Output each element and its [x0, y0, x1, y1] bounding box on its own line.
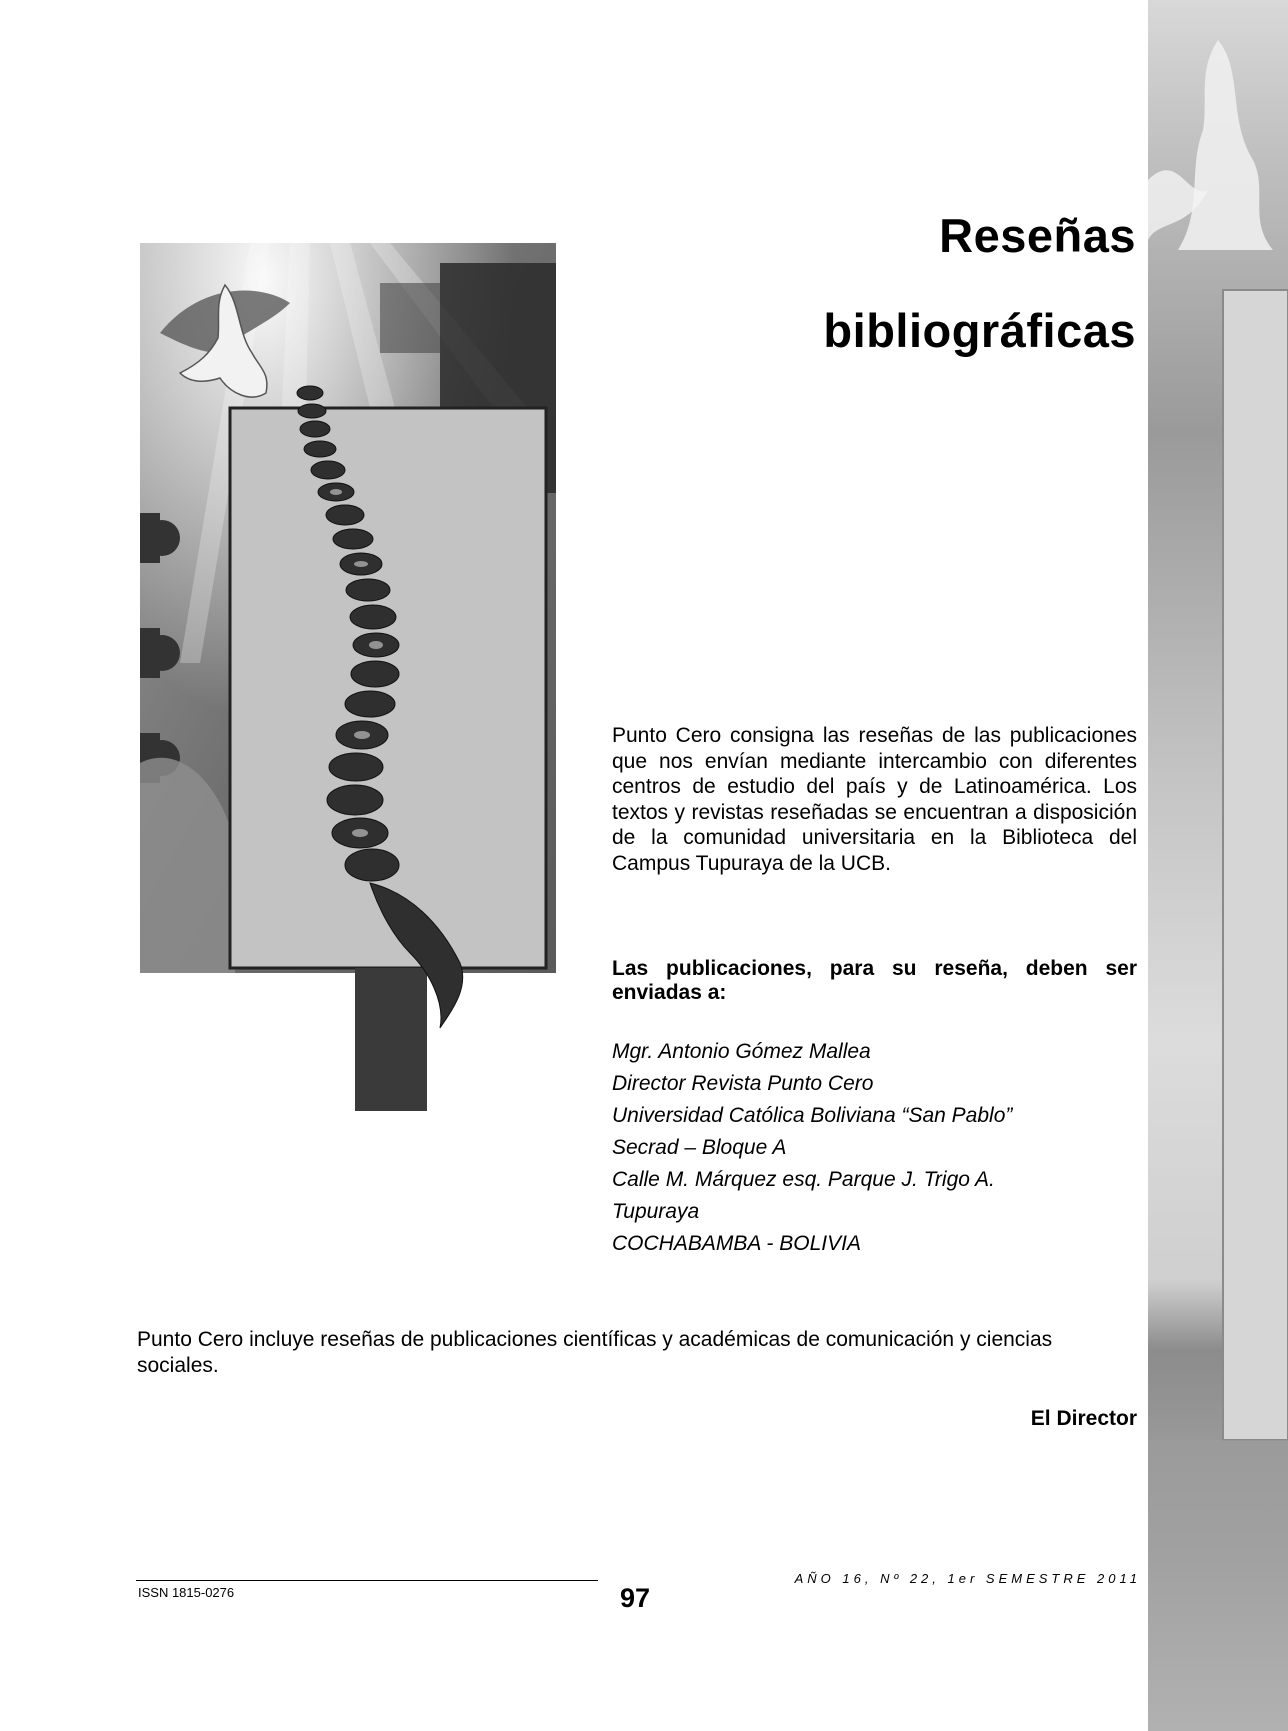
- decorative-side-strip: [1148, 0, 1288, 1731]
- footer-divider: [136, 1580, 598, 1581]
- intro-paragraph: Punto Cero consigna las reseñas de las publicaciones que nos envían mediante intercambio con diferentes centros de estudio del país y de Latinoamérica. Los textos y revistas reseñadas se encuentran a disposición de la comunidad universitaria en la Biblioteca del Campus Tupuraya de la UCB.: [612, 724, 1137, 875]
- address-line: Tupuraya: [612, 1200, 700, 1223]
- address-line: COCHABAMBA - BOLIVIA: [612, 1232, 861, 1255]
- address-line: Calle M. Márquez esq. Parque J. Trigo A.: [612, 1168, 995, 1191]
- mailing-address: [612, 1036, 1172, 1260]
- submission-notice: Las publicaciones, para su reseña, deben ser enviadas a:: [612, 957, 1137, 1004]
- address-line: Director Revista Punto Cero: [612, 1072, 874, 1095]
- signature: El Director: [1030, 1407, 1137, 1430]
- closing-paragraph: Punto Cero incluye reseñas de publicaciones científicas y académicas de comunicación y ciencias sociales.: [137, 1328, 1053, 1377]
- page-title-line-2: bibliográficas: [823, 304, 1136, 357]
- address-line: Universidad Católica Boliviana “San Pablo”: [612, 1104, 1013, 1127]
- address-line: Secrad – Bloque A: [612, 1136, 787, 1159]
- page-title-line-1: Reseñas: [939, 209, 1136, 262]
- issue-info: AÑO 16, Nº 22, 1er SEMESTRE 2011: [794, 1571, 1141, 1586]
- address-line: Mgr. Antonio Gómez Mallea: [612, 1040, 871, 1063]
- page-number: 97: [620, 1583, 651, 1613]
- spine-illustration: [140, 243, 556, 1111]
- issn-number: ISSN 1815-0276: [138, 1585, 235, 1600]
